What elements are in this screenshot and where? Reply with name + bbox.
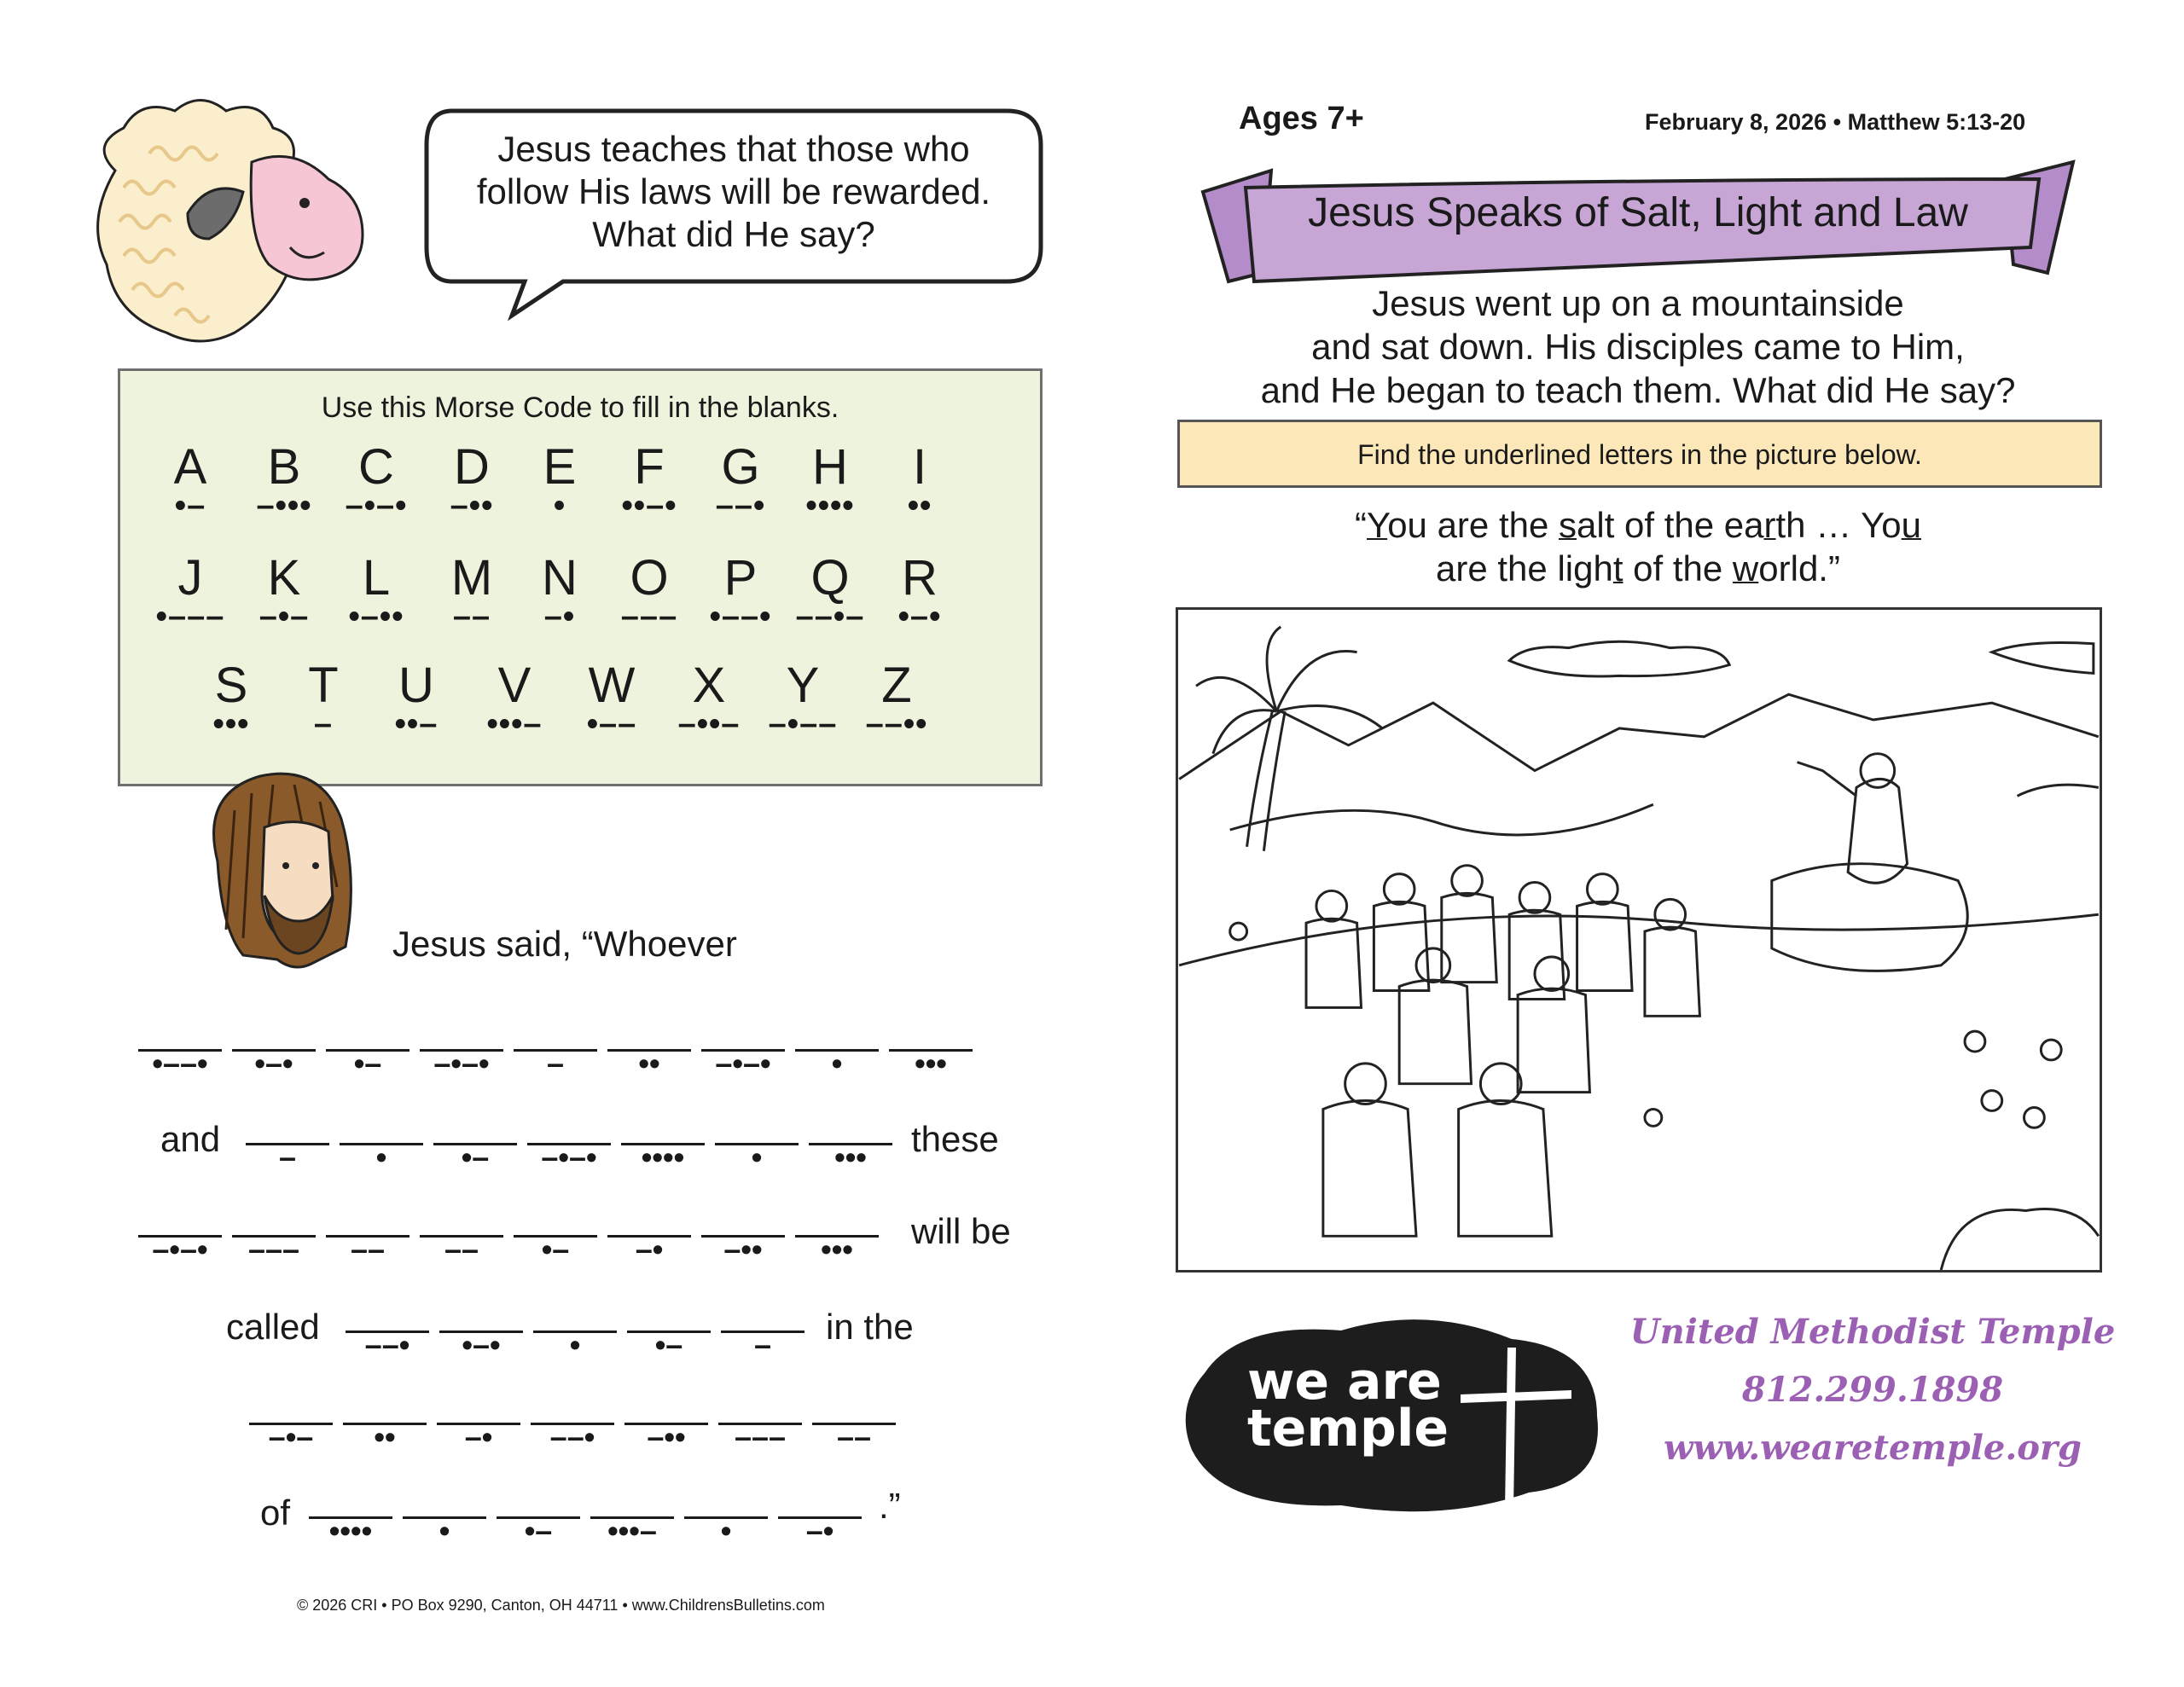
blank-morse-code: ––	[444, 1232, 479, 1267]
code-key-entry	[850, 658, 944, 742]
letter-blank[interactable]	[607, 1232, 691, 1267]
code-key-title: Use this Morse Code to fill in the blanks.	[321, 391, 839, 424]
letter-blank[interactable]	[621, 1139, 705, 1174]
code-letter: A	[173, 439, 207, 495]
code-key-entry	[369, 658, 463, 742]
blank-morse-code: •–	[541, 1232, 570, 1267]
code-key-entry	[425, 439, 519, 524]
code-key-entry	[425, 550, 519, 635]
blank-morse-code: •	[569, 1327, 581, 1362]
blank-morse-code: ••••	[641, 1139, 685, 1174]
blank-morse-code: •–	[353, 1046, 382, 1081]
code-key-row	[120, 441, 1040, 535]
blank-morse-code: ––•	[549, 1419, 595, 1454]
code-letter: U	[398, 658, 434, 713]
puzzle-word: in the	[826, 1307, 914, 1347]
story-intro	[1194, 281, 2082, 412]
banner-title: Jesus Speaks of Salt, Light and Law	[1308, 190, 1968, 235]
code-letter: Y	[786, 658, 820, 713]
letter-blank[interactable]	[701, 1232, 785, 1267]
letter-blank[interactable]	[715, 1139, 799, 1174]
letter-blank[interactable]	[437, 1419, 520, 1454]
intro-line: Jesus went up on a mountainside	[1372, 283, 1904, 323]
blank-morse-code: •–•	[254, 1046, 293, 1081]
verse-line: “You are the salt of the earth … You	[1355, 505, 1921, 545]
code-morse: –•––	[768, 706, 838, 742]
letter-blank[interactable]	[533, 1327, 617, 1362]
blank-morse-code: –•–•	[152, 1232, 208, 1267]
letter-blank[interactable]	[420, 1232, 503, 1267]
letter-blank[interactable]	[433, 1139, 517, 1174]
blank-morse-code: –••	[647, 1419, 686, 1454]
code-morse: •––•	[709, 599, 772, 635]
code-key-entry	[873, 439, 967, 524]
blank-morse-code: •	[831, 1046, 843, 1081]
letter-blank[interactable]	[812, 1419, 896, 1454]
intro-line: and He began to teach them. What did He say?	[1260, 370, 2016, 410]
code-morse: –	[313, 706, 334, 742]
intro-line: and sat down. His disciples came to Him,	[1311, 327, 1965, 367]
letter-blank[interactable]	[497, 1513, 580, 1548]
code-key-entry	[694, 439, 787, 524]
code-letter: O	[630, 550, 669, 606]
code-letter: G	[721, 439, 760, 495]
code-key-entry	[873, 550, 967, 635]
blank-morse-code: •–	[524, 1513, 553, 1548]
code-morse: ••–•	[621, 488, 677, 524]
code-key-entry	[329, 439, 423, 524]
code-letter: I	[912, 439, 927, 495]
blank-morse-code: ––•	[364, 1327, 410, 1362]
puzzle-line	[0, 1211, 1066, 1303]
blank-morse-code: –	[278, 1139, 297, 1174]
letter-blank[interactable]	[138, 1046, 222, 1081]
blank-morse-code: •	[439, 1513, 450, 1548]
code-key-entry	[783, 550, 877, 635]
code-letter: F	[634, 439, 665, 495]
code-morse: –•–•	[345, 488, 408, 524]
blank-morse-code: –•	[464, 1419, 493, 1454]
code-morse: –•••	[256, 488, 312, 524]
letter-blank[interactable]	[249, 1419, 333, 1454]
puzzle-word: and	[160, 1119, 221, 1159]
letter-blank[interactable]	[343, 1419, 427, 1454]
code-morse: •––	[586, 706, 637, 742]
code-key-entry	[276, 658, 370, 742]
letter-blank[interactable]	[138, 1232, 222, 1267]
date-scripture-line: February 8, 2026 • Matthew 5:13-20	[1645, 109, 2026, 135]
blank-morse-code: •	[751, 1139, 763, 1174]
letter-blank[interactable]	[232, 1232, 316, 1267]
puzzle-line	[0, 1119, 1066, 1211]
church-name: United Methodist Temple	[1629, 1312, 2116, 1352]
code-key-entry	[602, 439, 696, 524]
letter-blank[interactable]	[420, 1046, 503, 1081]
letter-blank[interactable]	[701, 1046, 785, 1081]
blank-morse-code: ••••	[328, 1513, 373, 1548]
letter-blank[interactable]	[340, 1139, 423, 1174]
blank-morse-code: –•–•	[715, 1046, 771, 1081]
code-key-entry	[237, 550, 331, 635]
code-key-entry	[513, 550, 607, 635]
blank-morse-code: –••	[723, 1232, 763, 1267]
verse-line: are the light of the world.”	[1436, 548, 1840, 588]
blank-morse-code: ••	[638, 1046, 660, 1081]
letter-blank[interactable]	[232, 1046, 316, 1081]
coloring-picture	[1176, 607, 2102, 1272]
code-letter: B	[267, 439, 301, 495]
letter-blank[interactable]	[326, 1232, 410, 1267]
jesus-said-text: Jesus said, “Whoever	[392, 924, 737, 964]
code-letter: E	[543, 439, 577, 495]
code-morse: ––••	[865, 706, 928, 742]
letter-blank[interactable]	[346, 1327, 429, 1362]
letter-blank[interactable]	[624, 1419, 708, 1454]
blank-morse-code: •••	[834, 1139, 867, 1174]
code-morse: •–	[174, 488, 206, 524]
underlined-letter: s	[1559, 505, 1577, 545]
code-key-entry	[756, 658, 850, 742]
blank-morse-code: –––	[247, 1232, 300, 1267]
blank-morse-code: •••	[915, 1046, 947, 1081]
code-morse: –••–	[677, 706, 741, 742]
code-letter: Q	[810, 550, 850, 606]
blank-morse-code: •	[720, 1513, 732, 1548]
bible-verse	[1194, 503, 2082, 590]
jesus-face-illustration	[192, 759, 363, 972]
blank-morse-code: •••	[821, 1232, 853, 1267]
code-key-entry	[468, 658, 561, 742]
blank-morse-code: –	[546, 1046, 565, 1081]
puzzle-line	[0, 1486, 1066, 1585]
underlined-letter: Y	[1367, 505, 1388, 545]
blank-morse-code: –•	[635, 1232, 664, 1267]
code-letter: Z	[881, 658, 912, 713]
code-letter: D	[454, 439, 490, 495]
code-key-entry	[329, 550, 423, 635]
code-key-entry	[694, 550, 787, 635]
letter-blank[interactable]	[795, 1046, 879, 1081]
letter-blank[interactable]	[439, 1327, 523, 1362]
puzzle-word: will be	[911, 1211, 1011, 1251]
sheep-illustration	[81, 94, 439, 350]
letter-blank[interactable]	[721, 1327, 804, 1362]
letter-blank[interactable]	[590, 1513, 674, 1548]
blank-morse-code: ••	[374, 1419, 396, 1454]
code-letter: N	[542, 550, 578, 606]
code-morse: –••	[450, 488, 494, 524]
code-morse: •	[553, 488, 566, 524]
morse-code-key	[118, 368, 1043, 786]
code-morse: –•	[543, 599, 576, 635]
code-key-row	[120, 552, 1040, 646]
letter-blank[interactable]	[403, 1513, 486, 1548]
puzzle-word: of	[260, 1493, 291, 1533]
code-letter: C	[358, 439, 394, 495]
code-morse: ••••	[805, 488, 855, 524]
underlined-letter: u	[1901, 505, 1921, 545]
code-morse: –––	[620, 599, 678, 635]
code-letter: J	[177, 550, 203, 606]
bubble-line: What did He say?	[592, 214, 875, 254]
code-key-entry	[662, 658, 756, 742]
code-letter: M	[450, 550, 493, 606]
cloud	[1509, 641, 1729, 676]
letter-blank[interactable]	[718, 1419, 802, 1454]
age-label: Ages 7+	[1239, 101, 1364, 136]
blank-morse-code: –	[753, 1327, 772, 1362]
code-key-entry	[143, 439, 237, 524]
code-key-entry	[513, 439, 607, 524]
code-letter: W	[588, 658, 636, 713]
code-letter: X	[692, 658, 726, 713]
code-morse: •••–	[486, 706, 543, 742]
letter-blank[interactable]	[627, 1327, 711, 1362]
puzzle-line	[0, 1419, 1066, 1491]
code-letter: P	[723, 550, 758, 606]
code-morse: ••–	[394, 706, 439, 742]
code-key-row	[120, 659, 1040, 753]
letter-blank[interactable]	[684, 1513, 768, 1548]
code-morse: ••	[907, 488, 932, 524]
letter-blank[interactable]	[889, 1046, 973, 1081]
blank-morse-code: •	[375, 1139, 387, 1174]
bubble-line: follow His laws will be rewarded.	[476, 171, 991, 212]
underlined-letter: w	[1732, 548, 1759, 588]
bubble-text	[461, 128, 1007, 256]
blank-morse-code: •–•	[462, 1327, 501, 1362]
blank-morse-code: •••–	[607, 1513, 657, 1548]
letter-blank[interactable]	[531, 1419, 614, 1454]
letter-blank[interactable]	[514, 1232, 597, 1267]
code-letter: K	[267, 550, 301, 606]
code-morse: ––	[452, 599, 491, 635]
blank-morse-code: –•	[805, 1513, 834, 1548]
code-key-entry	[143, 550, 237, 635]
code-letter: T	[308, 658, 339, 713]
code-morse: •••	[212, 706, 250, 742]
blank-morse-code: •––•	[152, 1046, 208, 1081]
blank-morse-code: –•–•	[541, 1139, 597, 1174]
logo-text-line2: temple	[1247, 1399, 1449, 1458]
letter-blank[interactable]	[795, 1232, 879, 1267]
code-key-entry	[783, 439, 877, 524]
blank-morse-code: –•–•	[433, 1046, 490, 1081]
letter-blank[interactable]	[809, 1139, 892, 1174]
blank-morse-code: –•–	[268, 1419, 314, 1454]
copyright-line: © 2026 CRI • PO Box 9290, Canton, OH 44711 • www.ChildrensBulletins.com	[297, 1597, 825, 1614]
puzzle-line	[0, 1307, 1066, 1399]
code-letter: H	[812, 439, 848, 495]
church-phone: 812.299.1898	[1741, 1370, 2004, 1410]
letter-blank[interactable]	[309, 1513, 392, 1548]
code-key-entry	[237, 439, 331, 524]
code-letter: S	[214, 658, 248, 713]
code-letter: V	[497, 658, 531, 713]
blank-morse-code: ––	[350, 1232, 386, 1267]
blank-morse-code: ––	[836, 1419, 872, 1454]
letter-blank[interactable]	[527, 1139, 611, 1174]
code-letter: R	[902, 550, 938, 606]
puzzle-word: called	[226, 1307, 320, 1347]
we-are-temple-logo	[1170, 1305, 1614, 1527]
instruction-text: Find the underlined letters in the picture below.	[1357, 439, 1922, 470]
letter-blank[interactable]	[778, 1513, 862, 1548]
letter-blank[interactable]	[246, 1139, 329, 1174]
code-morse: ––•	[715, 488, 766, 524]
bubble-line: Jesus teaches that those who	[497, 129, 970, 169]
code-letter: L	[362, 550, 391, 606]
instruction-box	[1177, 420, 2102, 488]
code-morse: –•–	[258, 599, 310, 635]
letter-blank[interactable]	[326, 1046, 410, 1081]
church-website[interactable]: www.wearetemple.org	[1663, 1428, 2082, 1468]
puzzle-word: these	[911, 1119, 999, 1159]
code-morse: •–•	[897, 599, 942, 635]
logo-text-line1: we are	[1247, 1352, 1442, 1412]
blank-morse-code: –––	[734, 1419, 787, 1454]
code-morse: ––•–	[795, 599, 865, 635]
cloud	[1992, 642, 2094, 673]
underlined-letter: r	[1763, 505, 1776, 545]
code-key-entry	[184, 658, 278, 742]
letter-blank[interactable]	[514, 1046, 597, 1081]
code-morse: •–••	[348, 599, 404, 635]
letter-blank[interactable]	[607, 1046, 691, 1081]
puzzle-line	[0, 1046, 1066, 1117]
code-key-entry	[565, 658, 659, 742]
code-morse: •–––	[155, 599, 225, 635]
puzzle-word: .”	[879, 1486, 901, 1526]
blank-morse-code: •–	[461, 1139, 490, 1174]
blank-morse-code: •–	[654, 1327, 683, 1362]
code-key-entry	[602, 550, 696, 635]
underlined-letter: t	[1612, 548, 1623, 588]
